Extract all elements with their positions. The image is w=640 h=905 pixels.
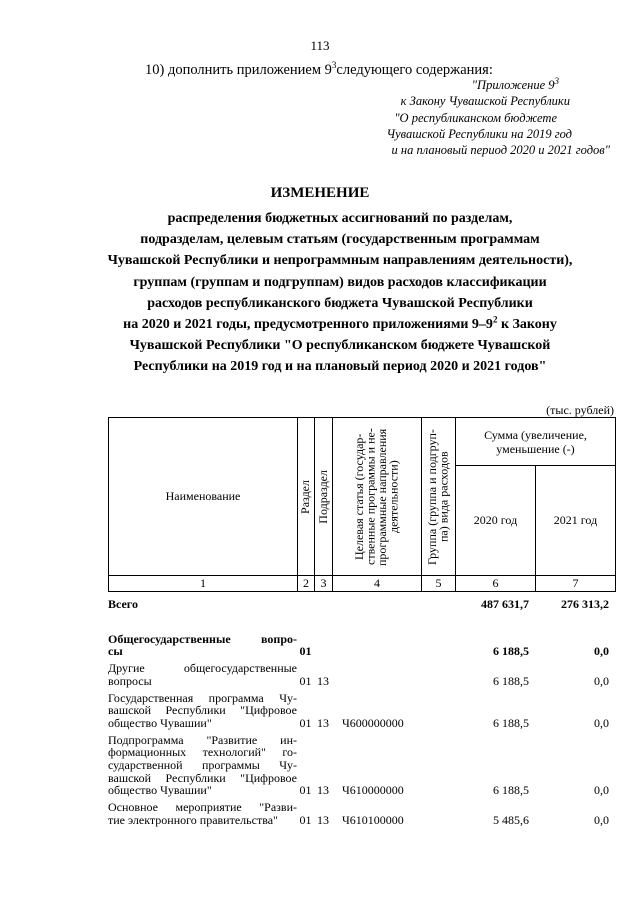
appendix-ref-line5: и на плановый период 2020 и 2021 годов"	[391, 143, 610, 157]
intro-before: 10) дополнить приложением 9	[145, 62, 332, 78]
row-value-2020: 6 188,5	[493, 715, 529, 730]
unit-label: (тыс. рублей)	[546, 403, 614, 417]
row-value-2020: 487 631,7	[481, 597, 529, 611]
appendix-ref-line1: "Приложение $9^3$	[471, 75, 559, 92]
appendix-ref-line4: Чувашской Республики на 2019 год	[386, 127, 572, 141]
row-value-2021: 276 313,2	[561, 597, 609, 611]
row-group	[421, 658, 455, 687]
row-name-line: Основное мероприятие "Разви-	[108, 800, 297, 815]
row-name-line: Общегосударственные вопро-	[108, 631, 297, 646]
header-podrazdel: Подраздел	[315, 418, 333, 576]
table-row	[108, 688, 615, 730]
row-name	[108, 598, 297, 611]
row-podrazdel	[314, 598, 332, 611]
column-numbers-row	[109, 576, 616, 592]
table-header	[108, 417, 616, 592]
intro-sup: 3	[331, 60, 337, 71]
appendix-ref-line2: к Закону Чувашской Республики	[400, 94, 570, 108]
row-podrazdel: 13	[317, 715, 329, 730]
row-name	[108, 730, 297, 798]
row-group	[421, 598, 455, 611]
row-name	[108, 797, 297, 826]
header-2021: 2021 год	[536, 466, 616, 576]
row-group	[421, 797, 455, 826]
table-row	[108, 658, 615, 687]
row-value-2020: 6 188,5	[493, 673, 529, 688]
header-name: Наименование	[109, 418, 298, 576]
header-sum: Сумма (увеличение, уменьшение (-)	[456, 418, 616, 466]
row-razdel	[297, 598, 314, 611]
column-number: 1	[109, 576, 298, 592]
intro-text	[145, 62, 493, 79]
row-name-line: Государственная программа Чу-	[108, 690, 297, 705]
row-value-2021: 0,0	[594, 644, 609, 659]
row-target	[332, 598, 421, 611]
row-target: Ч610100000	[342, 812, 404, 827]
row-value-2021: 0,0	[594, 673, 609, 688]
subtitle-line: группам (группам и подгруппам) видов расходов классификации	[133, 274, 547, 290]
table-row	[108, 730, 615, 798]
row-name-line: Всего	[108, 597, 138, 611]
column-number: 7	[536, 576, 616, 592]
row-target: Ч610000000	[342, 783, 404, 798]
row-name	[108, 611, 297, 658]
row-razdel: 01	[299, 715, 312, 730]
header-2020: 2020 год	[456, 466, 536, 576]
row-name	[108, 688, 297, 730]
document-title: ИЗМЕНЕНИЕ	[270, 185, 370, 201]
row-name-line: Другие общегосударственные	[108, 661, 297, 676]
header-razdel: Раздел	[298, 418, 315, 576]
row-razdel: 01	[299, 644, 312, 659]
subtitle-line: подразделам, целевым статьям (государственным программам	[140, 232, 540, 248]
row-name-line: сударственной программы Чу-	[108, 758, 297, 773]
table-row	[108, 611, 615, 658]
column-number: 2	[298, 576, 315, 592]
row-razdel: 01	[299, 673, 312, 688]
row-target	[332, 611, 421, 658]
subtitle-line: на 2020 и 2021 годы, предусмотренного приложениями $9-9^2$ к Закону	[123, 314, 557, 333]
row-name-line: тие электронного правительства"	[108, 812, 278, 827]
row-value-2020: 5 485,6	[493, 812, 529, 827]
row-group	[421, 611, 455, 658]
row-name-line: сы	[108, 644, 123, 659]
row-podrazdel: 13	[317, 673, 329, 688]
row-value-2021: 0,0	[594, 715, 609, 730]
subtitle-line: расходов республиканского бюджета Чувашской Республики	[147, 295, 533, 311]
row-value-2020: 6 188,5	[493, 644, 529, 659]
header-target: Целевая статья (государ-ственные программы и не-программные направления деятельности)	[333, 418, 422, 576]
column-number: 5	[422, 576, 456, 592]
row-podrazdel: 13	[317, 812, 329, 827]
row-group	[421, 688, 455, 730]
row-name-line: вашской Республики "Цифровое	[108, 703, 297, 718]
row-value-2020: 6 188,5	[493, 783, 529, 798]
row-value-2021: 0,0	[594, 812, 609, 827]
table-row	[108, 797, 615, 826]
header-group: Группа (группа и подгруп-па) вида расходов	[422, 418, 456, 576]
column-number: 3	[315, 576, 333, 592]
row-name-line: вопросы	[108, 673, 152, 688]
row-name-line: общество Чувашии"	[108, 715, 212, 730]
appendix-ref-line3: "О республиканском бюджете	[394, 111, 557, 125]
data-table	[108, 598, 615, 827]
table-row	[108, 598, 615, 611]
column-number: 4	[333, 576, 422, 592]
intro-after: следующего содержания:	[336, 62, 493, 78]
document-subtitle	[85, 208, 595, 378]
row-group	[421, 730, 455, 798]
subtitle-line: распределения бюджетных ассигнований по разделам,	[167, 211, 513, 226]
row-podrazdel: 13	[317, 783, 329, 798]
row-name	[108, 658, 297, 687]
page-number: 113	[310, 38, 330, 53]
column-number: 6	[456, 576, 536, 592]
subtitle-line: Республики на 2019 год и на плановый период 2020 и 2021 годов"	[133, 359, 547, 375]
row-podrazdel	[314, 611, 332, 658]
row-name-line: вашской Республики "Цифровое	[108, 770, 297, 785]
row-target	[332, 658, 421, 687]
row-name-line: Подпрограмма "Развитие ин-	[108, 732, 297, 747]
subtitle-line: Чувашской Республики "О республиканском бюджете Чувашской	[129, 338, 551, 354]
row-razdel: 01	[299, 812, 312, 827]
row-name-line: формационных технологий" го-	[108, 745, 297, 760]
row-name-line: общество Чувашии"	[108, 783, 212, 798]
row-razdel: 01	[299, 783, 312, 798]
subtitle-line: Чувашской Республики и непрограммным направлениям деятельности),	[107, 253, 573, 269]
row-value-2021: 0,0	[594, 783, 609, 798]
row-target: Ч600000000	[342, 715, 404, 730]
